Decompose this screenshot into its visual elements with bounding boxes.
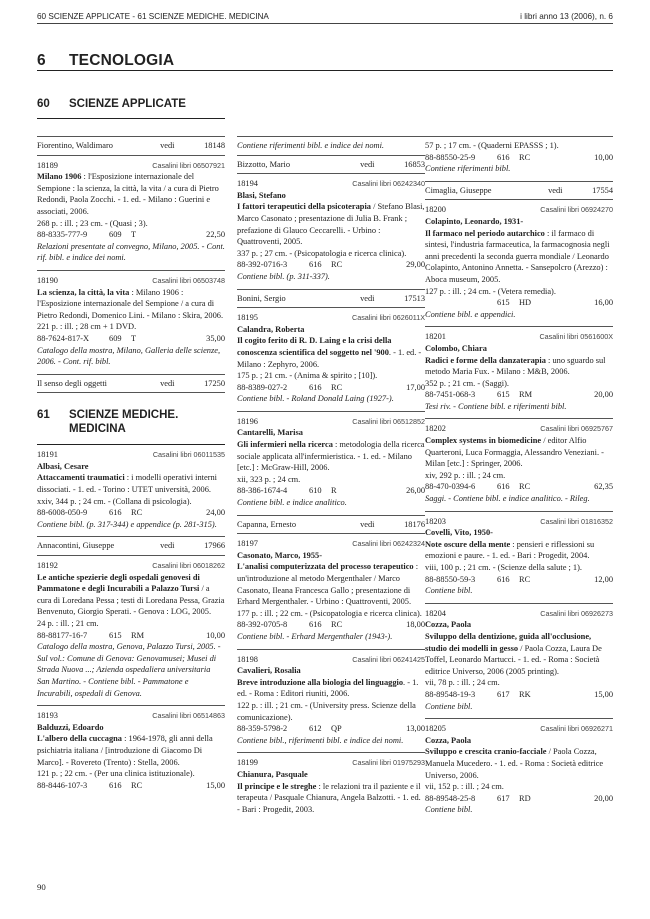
see-also-name: Fiorentino, Waldimaro <box>37 141 113 150</box>
catalog-entry <box>237 650 425 753</box>
see-also-ref: 17966 <box>204 541 225 551</box>
entry-type: R <box>331 486 337 496</box>
entry-author: Albasi, Cesare <box>37 461 89 471</box>
entry-number: 18200 <box>425 205 446 215</box>
entry-price: 10,00 <box>594 152 613 162</box>
entry-note: Contiene bibl. e indice analitico. <box>237 498 347 508</box>
entry-type: RD <box>519 793 531 803</box>
entry-description: : l'Esposizione internazionale del Sempione : la scienza, la città, la vita / a cura di Pietro Redondi, Paola Zocchi. - 1. ed. - Milano : Guerini e associati, 2006. <box>37 172 219 216</box>
entry-description: : il farmaco di sintesi, l'industria farmaceutica, la farmacognosia negli anni precedenti la seconda guerra mondiale / Leonardo Colapinto, Antonino Annetta. - Sansepolcro (Arezzo) : Aboca museum, 2005. <box>425 228 610 284</box>
entry-number: 18194 <box>237 179 258 189</box>
entry-code: Casalini libri 06926273 <box>540 608 613 618</box>
entry-physical: viii, 100 p. ; 21 cm. - (Scienze della salute ; 1). <box>425 563 582 572</box>
entry-code: Casalini libri 06242340 <box>352 179 425 189</box>
catalog-entry <box>37 156 225 270</box>
entry-description: / editor Alfio Quarteroni, Luca Formaggia, Alessandro Veneziani. - Milan [etc.] : Springer, 2006. <box>425 436 604 469</box>
entry-code: Casalini libri 06242324 <box>352 539 425 549</box>
entry-price: 22,50 <box>206 230 225 240</box>
entry-number: 18195 <box>237 313 258 323</box>
entry-isbn-row <box>237 619 425 631</box>
see-also-word: vedi <box>360 519 375 529</box>
see-also-row <box>237 156 425 174</box>
entry-note: Tesi riv. - Contiene bibl. e riferimenti bibl. <box>425 401 567 411</box>
entry-price: 16,00 <box>594 298 613 308</box>
entry-physical: 122 p. : ill. ; 21 cm. - (University press. Scienze della comunicazione). <box>237 700 416 722</box>
entry-price: 10,00 <box>206 630 225 640</box>
entry-description: : i modelli operativi interni dissociati. - 1. ed. - Torino : UTET università, 2006. <box>37 473 218 495</box>
section-name: TECNOLOGIA <box>69 52 175 69</box>
entry-price: 15,00 <box>594 689 613 699</box>
entry-physical: 352 p. ; 21 cm. - (Saggi). <box>425 378 509 388</box>
entry-isbn-row <box>37 333 225 345</box>
entry-isbn: 88-470-0394-6 <box>425 482 476 492</box>
entry-note: Catalogo della mostra, Genova, Palazzo Tursi, 2005. - Sul vol.: Comune di Genova: Genovamusei; Musei di Strada Nuova ...; Azienda ospedaliera universitaria San Martino. - Contiene bibl. - Pammatone e Incurabili, ospedali di Genova. <box>37 642 221 698</box>
entry-class: 616 <box>309 260 322 270</box>
entry-type: T <box>131 230 137 240</box>
see-also-row <box>425 182 613 200</box>
entry-isbn-row <box>37 630 225 642</box>
entry-isbn-row <box>237 382 425 394</box>
entry-description: / Stefano Blasi, Marco Casonato ; presentazione di Julia B. Frank ; prefazione di Glauco Ceccarelli. - Urbino : Quattroventi, 2005. <box>237 202 425 247</box>
entry-physical: 175 p. ; 21 cm. - (Anima & spirito ; [10]). <box>237 371 378 381</box>
entry-price: 15,00 <box>206 780 225 790</box>
see-also-name: Il senso degli oggetti <box>37 378 108 388</box>
entry-description: : un'introduzione al metodo Mergenthaler / Marco Casonato, Ileana Francesca Gallo ; presentazione di Erhard Mergenthaler. - Urbino : Quattroventi, 2005. <box>237 562 419 607</box>
see-also-word: vedi <box>548 185 563 195</box>
entry-type: RC <box>331 620 343 630</box>
entry-number: 18198 <box>237 654 258 664</box>
catalog-entry <box>425 327 613 418</box>
entry-type: HD <box>519 298 532 308</box>
see-also-word: vedi <box>160 541 175 551</box>
entry-class: 617 <box>497 793 510 803</box>
entry-code: Casalini libri 06011535 <box>152 450 225 460</box>
entry-number: 18204 <box>425 608 446 618</box>
entry-price: 20,00 <box>594 390 613 400</box>
entry-isbn: 88-88177-16-7 <box>37 630 88 640</box>
entry-type: RC <box>131 780 143 790</box>
entry-class: 616 <box>309 620 322 630</box>
entry-author: Calandra, Roberta <box>237 324 305 334</box>
subsection-61-name: SCIENZE MEDICHE. MEDICINA <box>69 409 179 435</box>
catalog-entry <box>37 556 225 705</box>
catalog-entry <box>37 271 225 374</box>
entry-author: Cantarelli, Marisa <box>237 428 303 438</box>
entry-number: 18193 <box>37 711 58 721</box>
entry-class: 616 <box>109 508 122 518</box>
entry-type: RM <box>519 390 533 400</box>
entry-description: : metodologia della ricerca sociale applicata all'infermieristica. - 1. ed. - Milano [etc.] : McGraw-Hill, 2006. <box>237 440 425 473</box>
entry-author: Balduzzi, Edoardo <box>37 722 104 732</box>
entry-class: 616 <box>497 152 510 162</box>
entry-author: Cozza, Paola <box>425 620 472 630</box>
entry-title: I fattori terapeutici della psicoterapia <box>237 202 371 212</box>
entry-isbn: 88-7624-817-X <box>37 333 90 343</box>
entry-type: RK <box>519 689 531 699</box>
entry-author: Casonato, Marco, 1955- <box>237 550 322 560</box>
continued-entry <box>425 137 613 181</box>
entry-note: Contiene bibl. (p. 311-337). <box>237 271 330 281</box>
entry-physical: 177 p. : ill. ; 22 cm. - (Psicopatologia e ricerca clinica). <box>237 608 422 618</box>
entry-type: QP <box>331 724 342 734</box>
entry-class: 615 <box>497 298 510 308</box>
entry-code: Casalini libri 01816352 <box>540 516 613 526</box>
see-also-ref: 16853 <box>404 159 425 169</box>
catalog-entry <box>37 706 225 797</box>
entry-number: 18189 <box>37 160 58 170</box>
entry-class: 616 <box>109 780 122 790</box>
entry-class: 615 <box>109 630 122 640</box>
section-title <box>37 52 174 70</box>
entry-isbn: 88-6008-050-9 <box>37 508 88 518</box>
entry-physical: xii, 323 p. ; 24 cm. <box>237 474 301 484</box>
entry-title: Milano 1906 <box>37 172 82 182</box>
entry-price: 29,00 <box>406 260 425 270</box>
entry-number: 18192 <box>37 561 58 571</box>
entry-price: 26,00 <box>406 486 425 496</box>
entry-description: : Milano 1906 : l'Esposizione internazionale del Sempione / a cura di Pietro Redondi, Domenico Lini. - Milano : Skira, 2006. <box>37 287 224 320</box>
section-number: 6 <box>37 52 46 69</box>
entry-author: Covelli, Vito, 1950- <box>425 528 493 538</box>
catalog-entry <box>237 534 425 648</box>
entry-isbn: 88-386-1674-4 <box>237 486 288 496</box>
entry-class: 612 <box>309 724 322 734</box>
entry-isbn-row <box>425 297 613 309</box>
subsection-61-number: 61 <box>37 409 50 422</box>
entry-author: Chianura, Pasquale <box>237 769 308 779</box>
entry-number: 18202 <box>425 424 446 434</box>
entry-isbn: 88-392-0716-3 <box>237 260 288 270</box>
entry-title: Note oscure della mente <box>425 539 511 549</box>
entry-code: Casalini libri 06514863 <box>152 711 225 721</box>
catalog-entry <box>237 412 425 515</box>
section-rule <box>37 70 613 71</box>
subsection-60-title <box>37 98 186 110</box>
entry-physical: 57 p. ; 17 cm. - (Quaderni EPASSS ; 1). <box>425 141 559 150</box>
entry-note: Contiene bibl. (p. 317-344) e appendice (p. 281-315). <box>37 519 217 529</box>
entry-isbn: 88-8335-777-9 <box>37 230 88 240</box>
see-also-word: vedi <box>160 141 175 150</box>
see-also-name: Annacontini, Giuseppe <box>37 541 115 551</box>
entry-number: 18197 <box>237 539 258 549</box>
entry-type: RC <box>519 152 531 162</box>
entry-isbn-row <box>425 389 613 401</box>
entry-isbn: 88-89548-19-3 <box>425 689 476 699</box>
entry-class: 609 <box>109 230 122 240</box>
see-also-word: vedi <box>160 378 175 388</box>
running-head-left: 60 SCIENZE APPLICATE - 61 SCIENZE MEDICHE. MEDICINA <box>37 12 269 21</box>
entry-isbn-row <box>237 723 425 735</box>
entry-price: 18,00 <box>406 620 425 630</box>
catalog-entry <box>425 719 613 822</box>
entry-type: RC <box>519 482 531 492</box>
see-also-word: vedi <box>360 159 375 169</box>
entry-isbn-row <box>37 229 225 241</box>
entry-title: Complex systems in biomedicine <box>425 436 542 446</box>
entry-type: RC <box>331 382 343 392</box>
entry-title: Sviluppo della dentizione, guida all'occlusione, studio dei modelli in gesso <box>425 631 592 653</box>
entry-number: 18190 <box>37 275 58 285</box>
entry-isbn-row <box>425 152 613 164</box>
entry-physical: xiv, 292 p. : ill. ; 24 cm. <box>425 470 506 480</box>
entry-isbn-row <box>37 780 225 792</box>
entry-physical: 127 p. : ill. ; 24 cm. - (Vetera remedia). <box>425 286 556 296</box>
entry-title: Il cogito ferito di R. D. Laing e la crisi della conoscenza scientifica del soggetto nel '900 <box>237 336 392 357</box>
entry-title: L'albero della cuccagna <box>37 734 122 744</box>
entry-type: RC <box>519 574 531 584</box>
catalog-entry <box>37 445 225 536</box>
entry-title: La scienza, la città, la vita <box>37 287 130 297</box>
column-1 <box>37 136 225 797</box>
entry-physical: vii, 152 p. : ill. ; 24 cm. <box>425 782 504 792</box>
catalog-entry <box>425 419 613 510</box>
see-also-name: Capanna, Ernesto <box>237 519 297 529</box>
entry-class: 616 <box>497 482 510 492</box>
entry-isbn: 88-88550-59-3 <box>425 574 476 584</box>
entry-price: 24,00 <box>206 508 225 518</box>
entry-code: Casalini libri 06924270 <box>540 205 613 215</box>
entry-number: 18201 <box>425 332 446 342</box>
entry-author: Cozza, Paola <box>425 735 472 745</box>
entry-price: 13,00 <box>406 724 425 734</box>
entry-note: Contiene bibl. - Roland Donald Laing (1927-). <box>237 394 394 404</box>
entry-class: 617 <box>497 689 510 699</box>
entry-isbn: 88-88550-25-9 <box>425 152 476 162</box>
see-also-ref: 17554 <box>592 185 613 195</box>
entry-number: 18191 <box>37 450 58 460</box>
entry-title: L'analisi computerizzata del processo terapeutico <box>237 562 414 572</box>
entry-title: Breve introduzione alla biologia del linguaggio <box>237 677 404 687</box>
entry-physical: 337 p. ; 27 cm. - (Psicopatologia e ricerca clinica). <box>237 248 407 258</box>
entry-class: 610 <box>309 486 322 496</box>
entry-isbn-row <box>237 259 425 271</box>
entry-description: . - 1. ed. - Milano : Zephyro, 2006. <box>237 347 422 369</box>
entry-isbn-row <box>237 485 425 497</box>
see-also-ref: 17513 <box>404 293 425 303</box>
catalog-entry <box>425 512 613 603</box>
entry-note: Contiene riferimenti bibl. <box>425 164 511 174</box>
entry-type: RC <box>331 260 343 270</box>
entry-class: 609 <box>109 333 122 343</box>
continued-note: Contiene riferimenti bibl. e indice dei nomi. <box>237 141 385 150</box>
entry-code: Casalini libri 06241425 <box>352 654 425 664</box>
entry-isbn-row <box>425 574 613 586</box>
running-head-rule <box>37 23 613 24</box>
entry-title: Attaccamenti traumatici <box>37 473 125 483</box>
entry-title: Gli infermieri nella ricerca <box>237 440 333 450</box>
entry-type: RM <box>131 630 145 640</box>
entry-code: Casalini libri 0561600X <box>539 332 613 342</box>
entry-code: Casalini libri 06018262 <box>152 561 225 571</box>
see-also-name: Bizzotto, Mario <box>237 159 291 169</box>
entry-note: Saggi. - Contiene bibl. e indice analitico. - Rileg. <box>425 494 590 504</box>
entry-title: Il principe e le streghe <box>237 781 317 791</box>
entry-note: Relazioni presentate al convegno, Milano, 2005. - Cont. rif. bibl. e indice dei nomi. <box>37 241 225 263</box>
see-also-ref: 18176 <box>404 519 425 529</box>
entry-author: Cavalieri, Rosalia <box>237 666 301 676</box>
subsection-60-name: SCIENZE APPLICATE <box>69 98 186 110</box>
entry-note: Contiene bibl., riferimenti bibl. e indice dei nomi. <box>237 735 404 745</box>
catalog-entry <box>237 308 425 411</box>
entry-price: 35,00 <box>206 333 225 343</box>
entry-isbn: 88-7451-068-3 <box>425 390 476 400</box>
entry-description: / a cura di Loredana Pessa ; testi di Loredana Pessa, Grazia Benvenuto, Giorgio Sperati. - Genova : LOG, 2005. <box>37 584 225 617</box>
see-also-word: vedi <box>360 293 375 303</box>
running-head-right: i libri anno 13 (2006), n. 6 <box>520 12 613 21</box>
entry-price: 17,00 <box>406 382 425 392</box>
entry-physical: xxiv, 344 p. ; 24 cm. - (Collana di psicologia). <box>37 496 192 506</box>
entry-author: Colapinto, Leonardo, 1931- <box>425 216 524 226</box>
entry-note: Catalogo della mostra, Milano, Galleria delle scienze, 2006. - Cont. rif. bibl. <box>37 345 221 367</box>
entry-isbn: 88-8389-027-2 <box>237 382 288 392</box>
entry-note: Contiene bibl. <box>425 586 473 596</box>
entry-isbn-row <box>37 507 225 519</box>
entry-isbn-row <box>425 793 613 805</box>
subsection-60-rule <box>37 118 225 119</box>
entry-isbn-row <box>425 689 613 701</box>
entry-isbn <box>425 297 497 309</box>
see-also-row <box>237 290 425 308</box>
catalog-entry <box>425 200 613 326</box>
column-3 <box>425 136 613 822</box>
see-also-ref: 18148 <box>204 141 225 150</box>
column-2 <box>237 136 425 821</box>
entry-title: Sviluppo e crescita cranio-facciale <box>425 747 547 757</box>
catalog-entry <box>237 174 425 288</box>
entry-code: Casalini libri 06507921 <box>152 160 225 170</box>
entry-physical: 121 p. ; 22 cm. - (Per una clinica istituzionale). <box>37 769 195 779</box>
entry-description: : 1964-1978, gli anni della psichiatria italiana / [introduzione di Giacomo Di Marco]. - Rovereto (Trento) : Stella, 2006. <box>37 734 213 767</box>
entry-description: : pensieri e riflessioni su emozioni e paure. - 1. ed. - Bari : Progedit, 2004. <box>425 539 595 561</box>
entry-physical: 268 p. : ill. ; 23 cm. - (Quasi ; 3). <box>37 218 148 228</box>
see-also-row <box>237 516 425 534</box>
entry-description: . - 1. ed. - Roma : Editori riuniti, 2006. <box>237 677 419 699</box>
entry-description: : uno sguardo sul metodo Maria Fux. - Milano : M&B, 2006. <box>425 355 606 377</box>
entry-note: Contiene bibl. - Erhard Mergenthaler (1943-). <box>237 631 393 641</box>
entry-title: Radici e forme della danzaterapia <box>425 355 546 365</box>
entry-description: / Paola Cozza, Manuela Mucedero. - 1. ed. - Roma : Società editrice Universo, 2006. <box>425 747 604 780</box>
entry-price: 12,00 <box>594 574 613 584</box>
entry-class: 616 <box>309 382 322 392</box>
entry-number: 18196 <box>237 416 258 426</box>
entry-isbn: 88-8446-107-3 <box>37 780 88 790</box>
subsection-61-title <box>37 409 225 436</box>
entry-number: 18203 <box>425 516 446 526</box>
entry-physical: 221 p. : ill. ; 28 cm + 1 DVD. <box>37 322 137 332</box>
entry-note: Contiene bibl. <box>425 805 473 815</box>
entry-code: Casalini libri 01975293 <box>352 758 425 768</box>
entry-class: 616 <box>497 574 510 584</box>
entry-class: 615 <box>497 390 510 400</box>
entry-note: Contiene bibl. <box>425 701 473 711</box>
entry-title: Il farmaco nel periodo autarchico <box>425 228 545 238</box>
see-also-row <box>37 137 225 155</box>
entry-description: : le relazioni tra il paziente e il terapeuta / Pasquale Chianura, Angela Balzotti. - 1. ed. - Bari : Progedit, 2003. <box>237 781 421 814</box>
see-also-row <box>37 375 225 393</box>
entry-type: RC <box>131 508 143 518</box>
entry-type: T <box>131 333 137 343</box>
entry-title: Le antiche spezierie degli ospedali genovesi di Pammatone e degli Incurabili a Palazzo Tursi <box>37 572 200 594</box>
catalog-entry <box>425 604 613 718</box>
entry-author: Colombo, Chiara <box>425 343 487 353</box>
entry-isbn-row <box>425 481 613 493</box>
see-also-name: Bonini, Sergio <box>237 293 286 303</box>
entry-isbn: 88-89548-25-8 <box>425 793 476 803</box>
entry-author: Blasi, Stefano <box>237 190 286 200</box>
catalog-entry <box>237 753 425 821</box>
subsection-60-number: 60 <box>37 98 50 110</box>
entry-code: Casalini libri 06512852 <box>352 416 425 426</box>
entry-number: 18199 <box>237 758 258 768</box>
entry-isbn: 88-359-5798-2 <box>237 724 288 734</box>
entry-price: 62,35 <box>594 482 613 492</box>
entry-description: / Paola Cozza, Laura De Toffel, Leonardo Martucci. - 1. ed. - Roma : Società editrice Universo, 2006 (2005 printing). <box>425 643 602 676</box>
entry-note: Contiene bibl. e appendici. <box>425 309 516 319</box>
entry-number: 18205 <box>425 724 446 734</box>
see-also-row <box>37 537 225 555</box>
page-number: 90 <box>37 882 46 892</box>
see-also-name: Cimaglia, Giuseppe <box>425 185 492 195</box>
entry-code: Casalini libri 0626011X <box>352 313 425 323</box>
entry-price: 20,00 <box>594 793 613 803</box>
entry-isbn: 88-392-0705-8 <box>237 620 288 630</box>
entry-physical: vii, 78 p. : ill. ; 24 cm. <box>425 678 500 688</box>
see-also-ref: 17250 <box>204 378 225 388</box>
entry-code: Casalini libri 06503748 <box>152 275 225 285</box>
entry-code: Casalini libri 06925767 <box>540 424 613 434</box>
entry-physical: 24 p. : ill. ; 21 cm. <box>37 619 99 628</box>
entry-code: Casalini libri 06926271 <box>540 724 613 734</box>
